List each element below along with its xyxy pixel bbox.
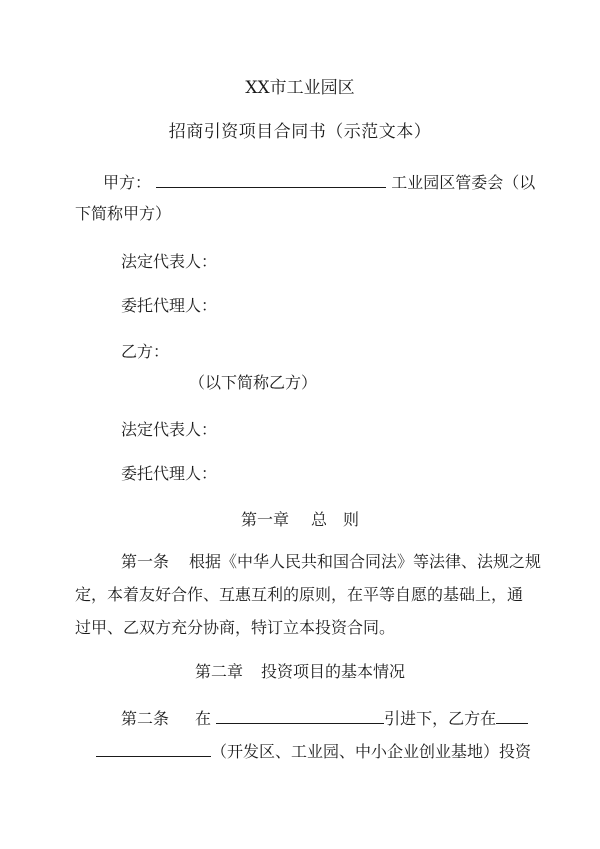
party-b-abbrev: （以下简称乙方） [189, 373, 318, 392]
article-2-introducer-blank[interactable] [216, 708, 384, 724]
party-b-label: 乙方： [121, 342, 170, 361]
article-2-label: 第二条 [121, 709, 170, 728]
party-a-agent: 委托代理人： [121, 296, 218, 315]
chapter-1-number: 第一章 [240, 510, 289, 529]
party-b-agent: 委托代理人： [121, 464, 218, 483]
party-a-legal-rep: 法定代表人： [121, 252, 218, 271]
chapter-2-number: 第二章 [194, 662, 243, 681]
article-2-line-2 [96, 741, 531, 762]
article-2-at: 在 [195, 709, 212, 728]
party-a-line [103, 172, 535, 193]
article-2-mid: 引进下，乙方在 [384, 709, 497, 728]
article-2-location-blank[interactable] [96, 741, 211, 757]
article-2-line-1 [121, 708, 528, 729]
article-1-line-3: 过甲、乙双方充分协商，特订立本投资合同。 [75, 618, 396, 637]
party-a-suffix: 工业园区管委会（以 [391, 173, 536, 192]
article-2-location-blank-start[interactable] [496, 708, 528, 724]
article-1-text-1: 根据《中华人民共和国合同法》等法律、法规之规 [189, 552, 542, 571]
article-1-line-2: 定，本着友好合作、互惠互利的原则，在平等自愿的基础上，通 [75, 585, 524, 604]
party-a-abbrev: 下简称甲方） [75, 204, 172, 223]
article-1-label: 第一条 [121, 552, 170, 571]
chapter-1-heading [0, 510, 600, 530]
chapter-2-title: 投资项目的基本情况 [261, 662, 406, 681]
document-subtitle: 招商引资项目合同书（示范文本） [168, 122, 432, 142]
party-a-name-blank[interactable] [156, 172, 386, 188]
chapter-2-heading [0, 662, 600, 682]
article-1-line-1 [121, 552, 541, 572]
party-a-label: 甲方： [103, 173, 152, 192]
party-b-legal-rep: 法定代表人： [121, 420, 218, 439]
document-title: XX市工业园区 [245, 78, 355, 98]
article-2-line2-text: （开发区、工业园、中小企业创业基地）投资 [211, 742, 532, 761]
chapter-1-title: 总 则 [311, 510, 360, 529]
